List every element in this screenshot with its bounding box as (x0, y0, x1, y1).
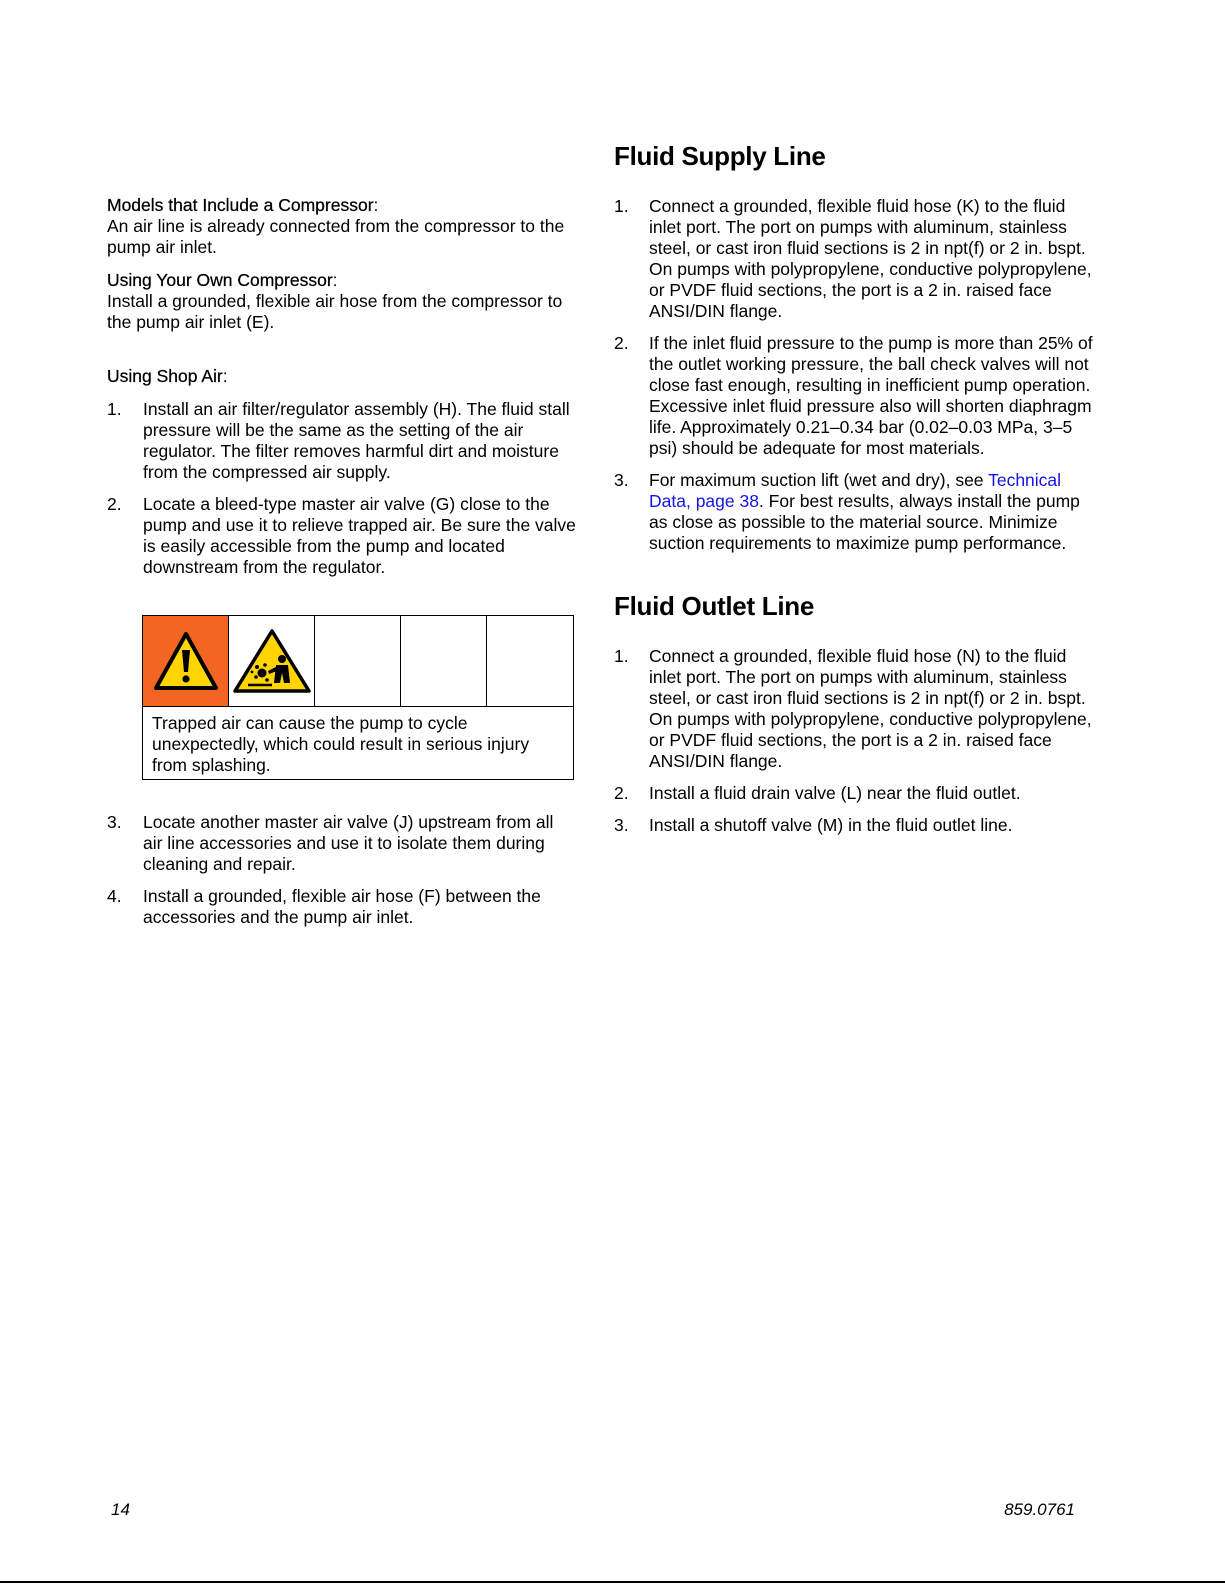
list-item (107, 399, 577, 483)
fluid-supply-title: Fluid Supply Line (614, 141, 826, 171)
step-number: 1. (107, 399, 122, 419)
bottom-rule (0, 1581, 1225, 1583)
step-text: Locate another master air valve (J) upstream from all air line accessories and use it to isolate them during cleaning and repair. (143, 812, 554, 874)
step-number: 1. (614, 196, 629, 216)
fluid-outlet-title: Fluid Outlet Line (614, 591, 814, 621)
splash-hazard-icon (232, 627, 312, 695)
left-column (107, 195, 577, 578)
warning-icon-row (143, 616, 573, 707)
list-item (107, 494, 577, 578)
shop-air-heading: Using Shop Air (107, 366, 223, 386)
left-column-continued (107, 812, 577, 928)
fluid-supply-steps (614, 196, 1094, 554)
technical-data-link[interactable]: Technical Data, page 38 (649, 470, 1062, 511)
list-item (614, 646, 1094, 772)
warning-box (142, 615, 574, 780)
fluid-outlet-steps (614, 646, 1094, 836)
step-number: 3. (107, 812, 122, 832)
empty-symbol-cell (315, 616, 401, 706)
warning-text: Trapped air can cause the pump to cycle unexpectedly, which could result in serious injury from splashing. (152, 713, 530, 775)
step-number: 4. (107, 886, 122, 906)
step-text: Locate a bleed-type master air valve (G) close to the pump and use it to relieve trapped air. Be sure the valve is easily accessible from the pump and located downstream from the regulator. (143, 494, 576, 577)
list-item (107, 886, 577, 928)
own-compressor-heading: Using Your Own Compressor (107, 270, 333, 290)
step-text-pre: For maximum suction lift (wet and dry), see (649, 470, 989, 490)
step-text: Connect a grounded, flexible fluid hose (N) to the fluid inlet port. The port on pumps with aluminum, stainless steel, or cast iron fluid sections is 2 in npt(f) or 2 in. bspt. On pumps with polypropylene, conductive polypropylene, or PVDF fluid sections, the port is a 2 in. raised face ANSI/DIN flange. (649, 646, 1092, 771)
step-text: If the inlet fluid pressure to the pump is more than 25% of the outlet working pressure, the ball check valves will not close fast enough, resulting in inefficient pump operation. Excessive inlet fluid pressure also will shorten diaphragm life. Approximately 0.21–0.34 bar (0.02–0.03 MPa, 3–5 psi) should be adequate for most materials. (649, 333, 1093, 458)
step-text: Install a fluid drain valve (L) near the fluid outlet. (649, 783, 1021, 803)
own-compressor-block: Using Your Own Compressor: Install a grounded, flexible air hose from the compressor to the pump air inlet (E). (107, 270, 563, 332)
right-column (614, 140, 1094, 836)
own-compressor-text: Install a grounded, flexible air hose from the compressor to the pump air inlet (E). (107, 291, 563, 332)
step-number: 2. (107, 494, 122, 514)
step-text-post: . For best results, always install the pump as close as possible to the material source. Minimize suction requirements to maximize pump performance. (649, 491, 1080, 553)
step-text: Install a grounded, flexible air hose (F) between the accessories and the pump air inlet. (143, 886, 541, 927)
step-number: 2. (614, 333, 629, 353)
step-number: 1. (614, 646, 629, 666)
models-block: Models that Include a Compressor: An air line is already connected from the compressor to the pump air inlet. (107, 195, 565, 257)
step-number: 3. (614, 470, 629, 490)
list-item (614, 470, 1094, 554)
list-item (614, 783, 1094, 804)
models-heading: Models that Include a Compressor (107, 195, 374, 215)
splash-hazard-cell (229, 616, 315, 706)
list-item (107, 812, 577, 875)
step-text: Install a shutoff valve (M) in the fluid outlet line. (649, 815, 1013, 835)
list-item (614, 333, 1094, 459)
step-number: 2. (614, 783, 629, 803)
empty-symbol-cell (401, 616, 487, 706)
warning-exclamation-icon (153, 630, 219, 692)
warning-symbol-cell (143, 616, 229, 706)
models-text: An air line is already connected from the compressor to the pump air inlet. (107, 216, 565, 257)
empty-symbol-cell (487, 616, 573, 706)
list-item (614, 196, 1094, 322)
shop-air-steps (107, 399, 577, 578)
step-text: Connect a grounded, flexible fluid hose (K) to the fluid inlet port. The port on pumps with aluminum, stainless steel, or cast iron fluid sections is 2 in npt(f) or 2 in. bspt. On pumps with polypropylene, conductive polypropylene, or PVDF fluid sections, the port is a 2 in. raised face ANSI/DIN flange. (649, 196, 1092, 321)
page-number: 14 (111, 1500, 130, 1519)
shop-air-heading-row: Using Shop Air: (107, 366, 228, 386)
step-text: Install an air filter/regulator assembly (H). The fluid stall pressure will be the same as the setting of the air regulator. The filter removes harmful dirt and moisture from the compressed air supply. (143, 399, 570, 482)
document-number: 859.0761 (1004, 1500, 1075, 1519)
step-number: 3. (614, 815, 629, 835)
list-item (614, 815, 1094, 836)
